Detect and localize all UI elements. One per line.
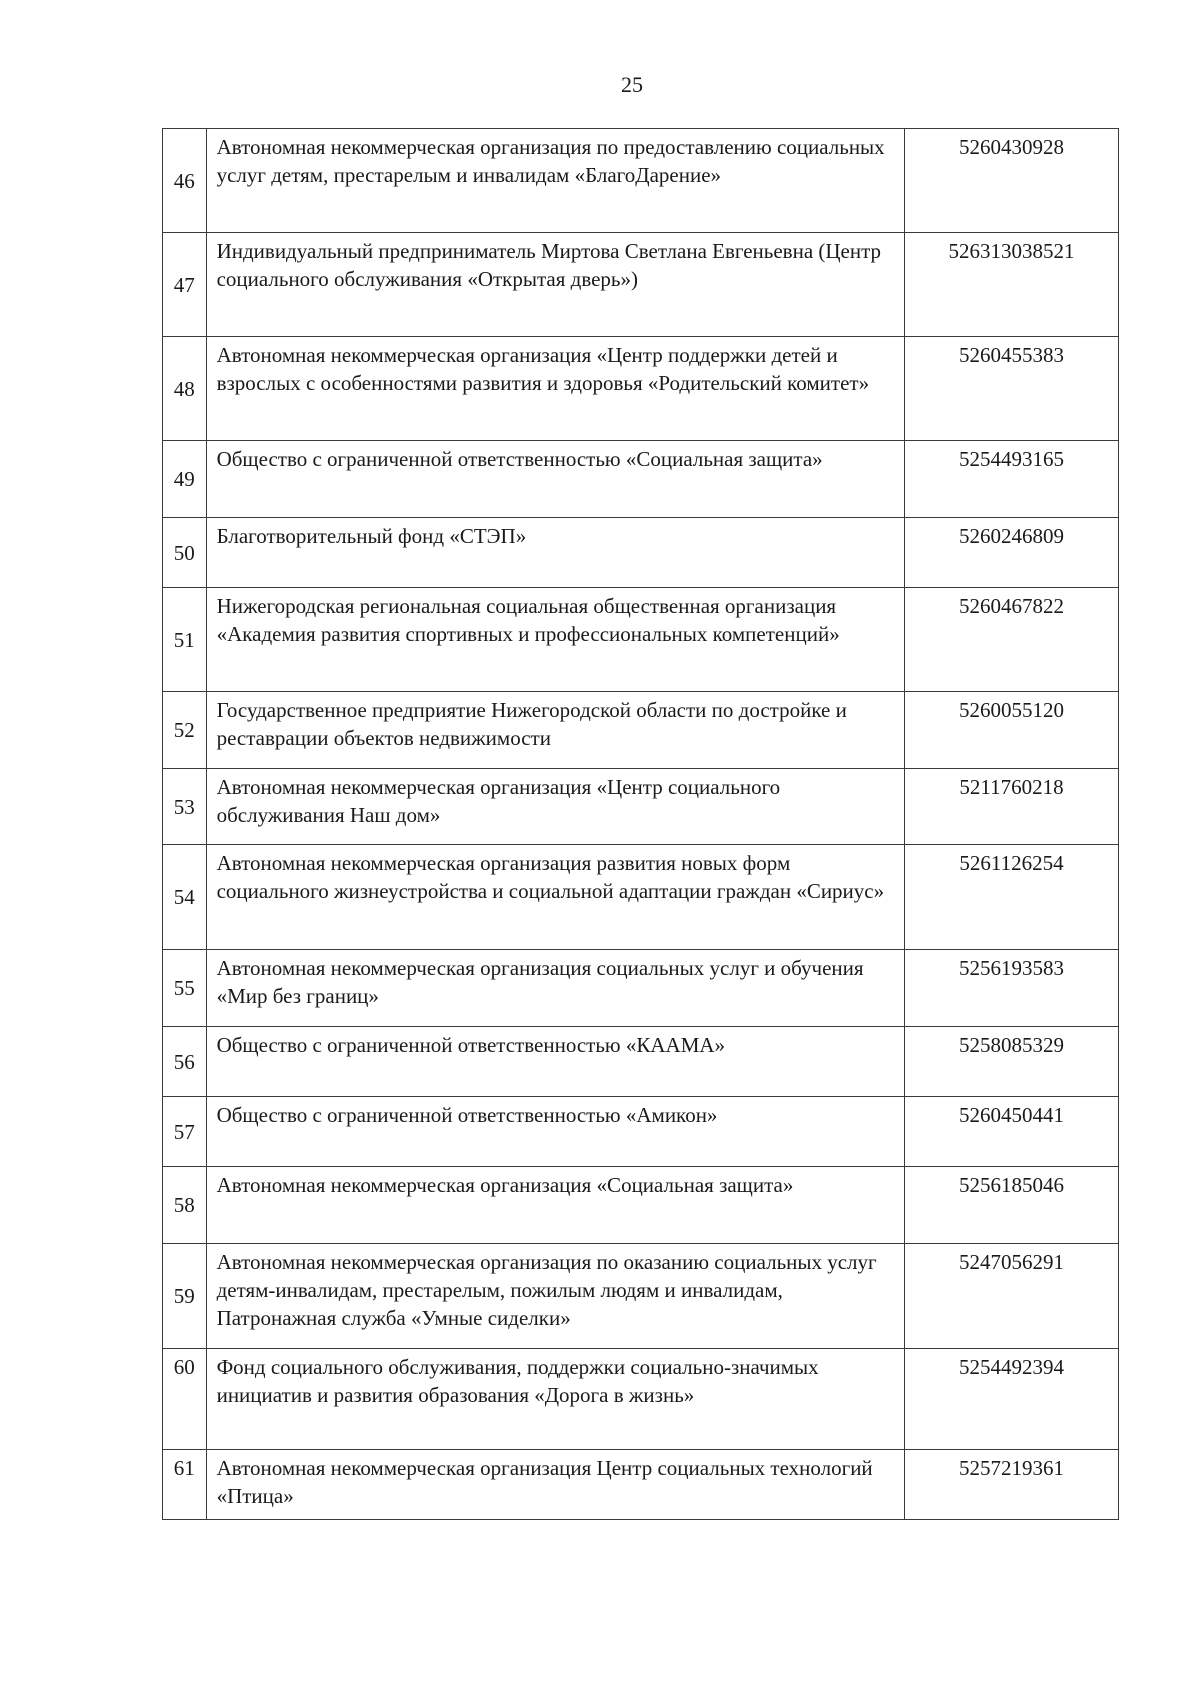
row-number: 57 bbox=[163, 1097, 207, 1167]
inn-value: 5211760218 bbox=[905, 769, 1119, 845]
table-row bbox=[163, 1167, 1119, 1244]
table-row bbox=[163, 1244, 1119, 1349]
organization-name: Индивидуальный предприниматель Миртова Светлана Евгеньевна (Центр социального обслуживания «Открытая дверь») bbox=[206, 233, 904, 337]
row-number: 52 bbox=[163, 692, 207, 769]
table-row bbox=[163, 1097, 1119, 1167]
table-row bbox=[163, 950, 1119, 1027]
row-number: 47 bbox=[163, 233, 207, 337]
inn-value: 5256185046 bbox=[905, 1167, 1119, 1244]
organization-name: Общество с ограниченной ответственностью «Амикон» bbox=[206, 1097, 904, 1167]
row-number: 61 bbox=[163, 1450, 207, 1520]
table-row bbox=[163, 845, 1119, 950]
table-row bbox=[163, 518, 1119, 588]
row-number: 48 bbox=[163, 337, 207, 441]
organization-name: Автономная некоммерческая организация Центр социальных технологий «Птица» bbox=[206, 1450, 904, 1520]
inn-value: 5260246809 bbox=[905, 518, 1119, 588]
inn-value: 5260430928 bbox=[905, 129, 1119, 233]
row-number: 59 bbox=[163, 1244, 207, 1349]
row-number: 56 bbox=[163, 1027, 207, 1097]
organization-name: Автономная некоммерческая организация «Центр социального обслуживания Наш дом» bbox=[206, 769, 904, 845]
organization-name: Нижегородская региональная социальная общественная организация «Академия развития спортивных и профессиональных компетенций» bbox=[206, 588, 904, 692]
row-number: 60 bbox=[163, 1349, 207, 1450]
row-number: 54 bbox=[163, 845, 207, 950]
inn-value: 5260055120 bbox=[905, 692, 1119, 769]
row-number: 55 bbox=[163, 950, 207, 1027]
organization-name: Государственное предприятие Нижегородской области по достройке и реставрации объектов недвижимости bbox=[206, 692, 904, 769]
inn-value: 5254492394 bbox=[905, 1349, 1119, 1450]
organization-name: Автономная некоммерческая организация по оказанию социальных услуг детям-инвалидам, престарелым, пожилым людям и инвалидам, Патронажная служба «Умные сиделки» bbox=[206, 1244, 904, 1349]
table-row bbox=[163, 1349, 1119, 1450]
organization-name: Благотворительный фонд «СТЭП» bbox=[206, 518, 904, 588]
table-row bbox=[163, 769, 1119, 845]
table-row bbox=[163, 692, 1119, 769]
row-number: 51 bbox=[163, 588, 207, 692]
organization-name: Автономная некоммерческая организация развития новых форм социального жизнеустройства и социальной адаптации граждан «Сириус» bbox=[206, 845, 904, 950]
row-number: 49 bbox=[163, 441, 207, 518]
organization-name: Общество с ограниченной ответственностью «Социальная защита» bbox=[206, 441, 904, 518]
organization-name: Общество с ограниченной ответственностью «КААМА» bbox=[206, 1027, 904, 1097]
inn-value: 5260450441 bbox=[905, 1097, 1119, 1167]
organizations-table bbox=[162, 128, 1119, 1520]
row-number: 46 bbox=[163, 129, 207, 233]
table-row bbox=[163, 129, 1119, 233]
organization-name: Автономная некоммерческая организация по предоставлению социальных услуг детям, престарелым и инвалидам «БлагоДарение» bbox=[206, 129, 904, 233]
table-row bbox=[163, 337, 1119, 441]
table-row bbox=[163, 1450, 1119, 1520]
organization-name: Автономная некоммерческая организация «Социальная защита» bbox=[206, 1167, 904, 1244]
organization-name: Фонд социального обслуживания, поддержки социально-значимых инициатив и развития образования «Дорога в жизнь» bbox=[206, 1349, 904, 1450]
row-number: 50 bbox=[163, 518, 207, 588]
inn-value: 5258085329 bbox=[905, 1027, 1119, 1097]
inn-value: 526313038521 bbox=[905, 233, 1119, 337]
table-row bbox=[163, 441, 1119, 518]
inn-value: 5247056291 bbox=[905, 1244, 1119, 1349]
inn-value: 5257219361 bbox=[905, 1450, 1119, 1520]
inn-value: 5261126254 bbox=[905, 845, 1119, 950]
organization-name: Автономная некоммерческая организация «Центр поддержки детей и взрослых с особенностями развития и здоровья «Родительский комитет» bbox=[206, 337, 904, 441]
table-row bbox=[163, 588, 1119, 692]
table-row bbox=[163, 233, 1119, 337]
organization-name: Автономная некоммерческая организация социальных услуг и обучения «Мир без границ» bbox=[206, 950, 904, 1027]
row-number: 53 bbox=[163, 769, 207, 845]
inn-value: 5260455383 bbox=[905, 337, 1119, 441]
page-number: 25 bbox=[621, 72, 643, 97]
inn-value: 5260467822 bbox=[905, 588, 1119, 692]
table-row bbox=[163, 1027, 1119, 1097]
inn-value: 5254493165 bbox=[905, 441, 1119, 518]
row-number: 58 bbox=[163, 1167, 207, 1244]
inn-value: 5256193583 bbox=[905, 950, 1119, 1027]
